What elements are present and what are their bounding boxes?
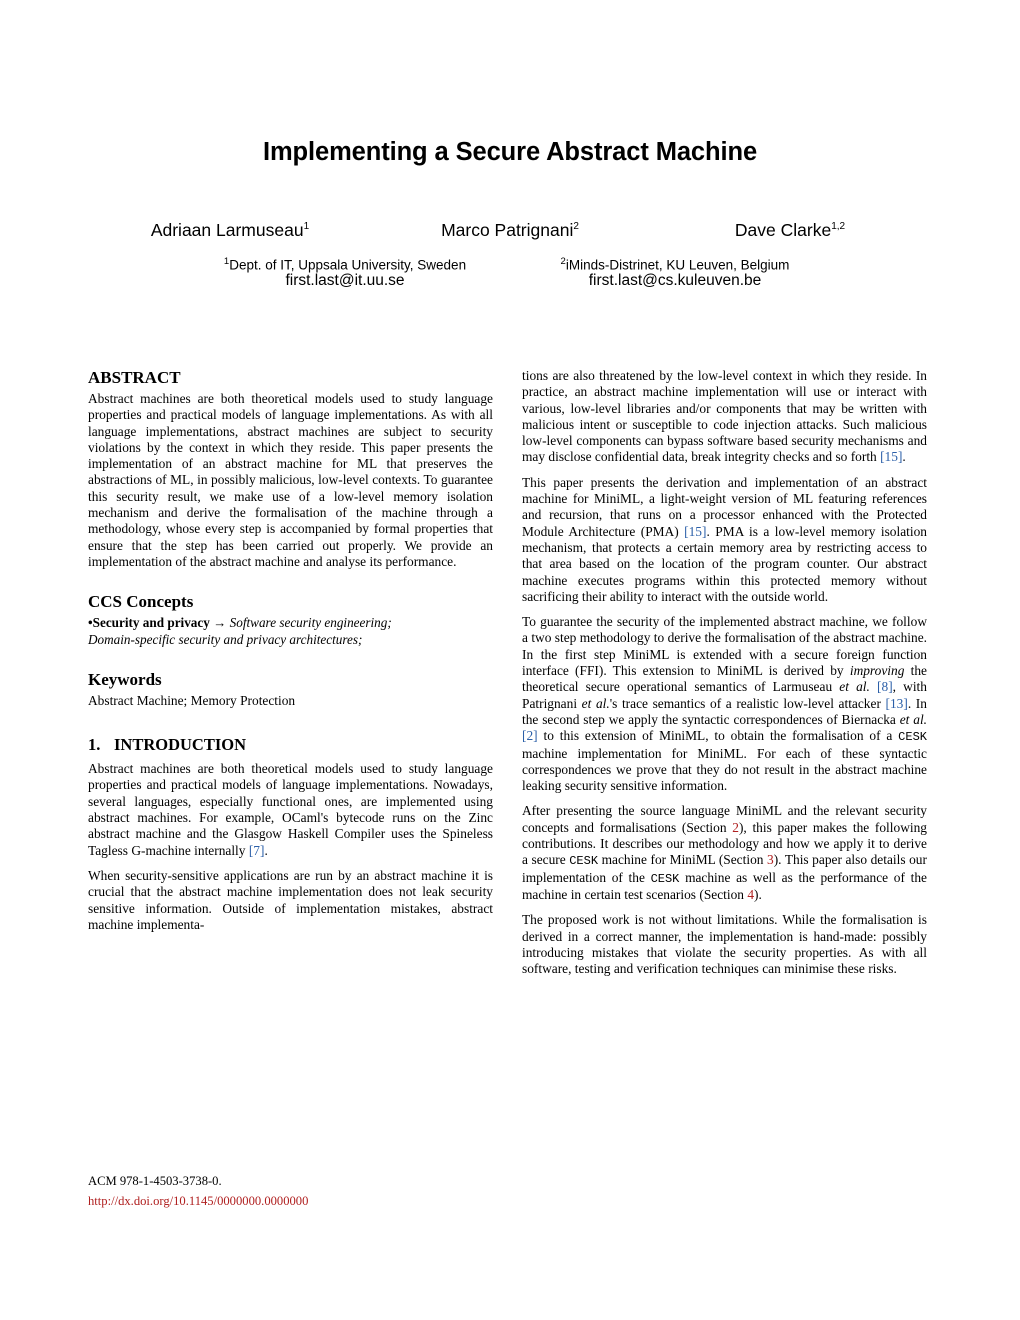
author-entry <box>90 216 370 241</box>
affiliation-text: Dept. of IT, Uppsala University, Sweden <box>229 257 467 273</box>
ccs-bullet: • <box>88 615 93 631</box>
right-p4-text-a: After presenting the source language MiniML and the relevant security concepts and formalisations (Section <box>522 803 927 835</box>
abstract-heading: ABSTRACT <box>88 368 181 387</box>
page-title: Implementing a Secure Abstract Machine <box>262 138 758 166</box>
abstract-text: Abstract machines are both theoretical models used to study language properties and practical models of language implementations. As with all language implementations, abstract machines are subject to security violations by the context in which they reside. This paper presents the implementation of an abstract machine for ML that preserves the abstractions of ML, in possibly malicious, low-level contexts. To guarantee this security result, we make use of a low-level memory isolation mechanism and derive the formalisation of the machine through a methodology, whose every step is accompanied by formal properties that ensure that the step has been carried out properly. We provide an implementation of the abstract machine and analyse its performance. <box>88 391 493 569</box>
ccs-category: Security and privacy <box>92 615 210 631</box>
isbn-text: ACM 978-1-4503-3738-0. <box>88 1174 222 1188</box>
affiliation-marker: 2 <box>560 256 566 267</box>
right-p3-text-g: machine implementation for MiniML. For each of these syntactic correspondences we prove that they do not result in the abstract machine leaking security sensitive information. <box>522 745 927 794</box>
author-name: Dave Clarke <box>734 219 832 240</box>
right-p3-text-a: To guarantee the security of the implemented abstract machine, we follow a two step methodology to derive the formalisation of the abstract machine. In the first step MiniML is extended with a secure foreign function interface (FFI). This extension to MiniML is derived by <box>522 614 927 679</box>
author-name: Marco Patrignani <box>441 219 574 240</box>
citation-link[interactable]: [7] <box>248 842 265 858</box>
left-column <box>88 368 493 942</box>
ccs-concept-2: Domain-specific security and privacy architectures; <box>88 631 363 647</box>
author-affil-marker: 2 <box>573 221 579 232</box>
ccs-concepts <box>88 615 493 648</box>
footer-block <box>88 1173 493 1210</box>
ccs-arrow-icon: → <box>213 615 227 631</box>
emphasis-etal: et al. <box>899 711 928 727</box>
author-list <box>90 216 930 241</box>
code-cesk: CESK <box>569 854 599 869</box>
author-affil-marker: 1 <box>303 221 310 232</box>
right-paragraph-5: The proposed work is not without limitations. While the formalisation is derived in a correct manner, the implementation is hand-made: possibly introducing mistakes that violate the security properties. As with all software, testing and verification techniques can minimise these risks. <box>522 912 927 977</box>
right-p4-text-e: machine as well as the performance of the machine in certain test scenarios (Section <box>522 869 927 902</box>
author-entry <box>370 216 650 241</box>
right-p3-text-e: . In the second step we apply the syntactic correspondences of Biernacka <box>522 695 927 727</box>
right-p3-text-c: , with Patrignani <box>522 679 927 711</box>
section-link[interactable]: 4 <box>747 886 755 902</box>
ccs-concept-1: Software security engineering; <box>229 615 392 631</box>
introduction-heading <box>88 735 493 755</box>
right-column <box>522 368 927 986</box>
citation-link[interactable]: [2] <box>522 728 538 744</box>
keywords-text: Abstract Machine; Memory Protection <box>88 692 296 708</box>
author-affil-marker: 1,2 <box>831 221 846 232</box>
emails <box>90 272 930 290</box>
citation-link[interactable]: [15] <box>684 523 707 539</box>
section-title: INTRODUCTION <box>114 735 247 755</box>
email-2: first.last@cs.kuleuven.be <box>588 272 762 289</box>
right-paragraph-4 <box>522 803 927 903</box>
intro-paragraph-1: Abstract machines are both theoretical models used to study language properties and practical models of language implementations. Nowadays, several languages, especially functional ones, are implemented using abstract machines. For example, OCaml's bytecode runs on the Zinc abstract machine and the Glasgow Haskell Compiler uses the Spineless Tagless G-machine internally [7]. <box>88 761 493 858</box>
section-link[interactable]: 2 <box>732 819 739 835</box>
emphasis-improving: improving <box>849 663 905 679</box>
affiliation-marker: 1 <box>223 256 230 267</box>
right-paragraph-3 <box>522 614 927 794</box>
right-p4-text-d: ). This paper also details our implementation of the <box>522 852 927 885</box>
right-paragraph-2 <box>522 475 927 605</box>
affiliation-text: iMinds-Distrinet, KU Leuven, Belgium <box>565 257 790 273</box>
intro-paragraph-2: When security-sensitive applications are run by an abstract machine it is crucial that the abstract machine implementation does not leak security sensitive information. Outside of implementation mistakes, abstract machine implementa- <box>88 867 493 932</box>
code-cesk: CESK <box>650 871 680 886</box>
right-p1-text: tions are also threatened by the low-level context in which they reside. In practice, an abstract machine implementation will use or interact with various, low-level libraries and/or components that may be written with malicious intent or susceptible to code injection attacks. Such malicious low-level components can bypass software based security mechanisms and may disclose confidential data, break integrity checks and so forth <box>522 368 927 465</box>
emphasis-etal: et al. <box>839 679 870 695</box>
right-p4-text-c: machine for MiniML (Section <box>601 852 764 868</box>
right-paragraph-1: tions are also threatened by the low-level context in which they reside. In practice, an abstract machine implementation will use or interact with various, low-level libraries and/or components that may be written with malicious intent or susceptible to code injection attacks. Such malicious low-level components can bypass software based security mechanisms and may disclose confidential data, break integrity checks and so forth [15]. <box>522 368 927 465</box>
citation-link[interactable]: [13] <box>885 695 908 711</box>
section-link[interactable]: 3 <box>767 852 774 868</box>
right-p3-text-f: to this extension of MiniML, to obtain the formalisation of a <box>543 728 893 744</box>
right-p2-text-b: . PMA is a low-level memory isolation mechanism, that protects a certain memory area by restricting access to that area based on the location of the program counter. Our abstract machine executes programs within this protected memory without sacrificing their ability to interact with the outside world. <box>522 523 927 604</box>
right-p3-text-b: the theoretical secure operational semantics of Larmuseau <box>522 663 927 695</box>
email-1: first.last@it.uu.se <box>285 272 405 289</box>
right-p4-text-b: ), this paper makes the following contributions. It describes our methodology and how we apply it to derive a secure <box>522 819 927 868</box>
citation-link[interactable]: [8] <box>877 679 893 695</box>
author-entry <box>650 216 930 241</box>
citation-link[interactable]: [15] <box>880 449 903 465</box>
right-p4-text-f: ). <box>754 886 762 902</box>
author-name: Adriaan Larmuseau <box>150 219 304 240</box>
code-cesk: CESK <box>898 730 927 745</box>
doi-link[interactable]: http://dx.doi.org/10.1145/0000000.0000000 <box>88 1194 309 1208</box>
ccs-heading: CCS Concepts <box>88 592 194 612</box>
section-number: 1. <box>88 735 101 755</box>
keywords-heading: Keywords <box>88 669 162 689</box>
emphasis-etal: et al. <box>581 695 610 711</box>
right-p3-text-d: 's trace semantics of a realistic low-level attacker <box>609 695 881 711</box>
right-p2-text-a: This paper presents the derivation and implementation of an abstract machine for MiniML, a light-weight version of ML featuring references and recursion, that runs on a processor enhanced with the Protected Module Architecture (PMA) <box>522 474 927 539</box>
